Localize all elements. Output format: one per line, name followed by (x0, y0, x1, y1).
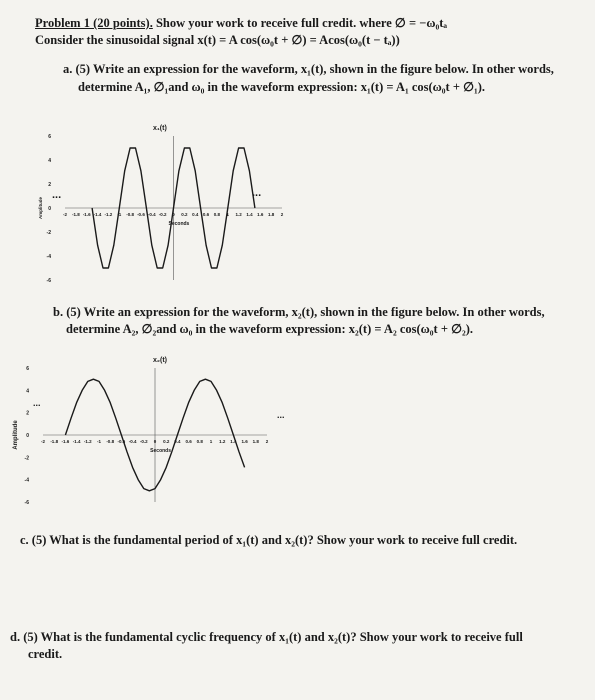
x-tick-label: 0.2 (181, 212, 188, 217)
x-tick-label: -1.2 (83, 439, 92, 444)
x-tick-label: 0.6 (185, 439, 192, 444)
x-tick-label: 1.2 (235, 212, 242, 217)
part-c-question: c. (5) What is the fundamental period of x₁(t) and x₂(t)? Show your work to receive full credit. (20, 533, 518, 547)
y-tick-label: -2 (46, 230, 51, 236)
x-tick-label: -1.8 (50, 439, 59, 444)
problem-header (35, 15, 447, 31)
x-tick-label: -0.2 (139, 439, 148, 444)
y-tick-label: -4 (24, 477, 29, 484)
x-tick-label: 1.4 (246, 212, 253, 217)
y-tick-label: 6 (48, 134, 51, 140)
x-tick-label: -0.4 (128, 439, 137, 444)
x-tick-label: -2 (62, 212, 68, 217)
y-tick-label: -6 (24, 500, 29, 506)
x-tick-label: -0.6 (137, 212, 145, 217)
x-tick-label: -0.4 (147, 212, 156, 217)
problem-instruction: Show your work to receive full credit. (152, 16, 357, 30)
y-axis-label: Amplitude (13, 420, 19, 450)
x-tick-label: 1.4 (230, 439, 237, 444)
x-tick-label: 0.4 (192, 212, 199, 217)
part-b-line1: b. (5) Write an expression for the waveform, x₂(t), shown in the figure below. In other words, (53, 305, 545, 319)
x-tick-label: 2 (265, 439, 269, 444)
x-tick-label: -1 (117, 212, 122, 217)
phase-definition: where ∅ = −ω₀tₐ (356, 16, 448, 30)
x-tick-label: 0.8 (213, 212, 221, 217)
x-axis-label: Seconds (168, 221, 190, 227)
y-tick-label: -4 (46, 254, 51, 260)
x-tick-label: -1.4 (93, 212, 102, 217)
x-axis-label: Seconds (150, 448, 172, 454)
right-ellipsis: ... (277, 410, 285, 420)
chart-title: x₂(t) (153, 357, 167, 364)
x-tick-label: 2 (280, 212, 284, 217)
x-tick-label: 1 (209, 439, 213, 444)
x-tick-label: -1.6 (61, 439, 70, 444)
y-tick-label: 0 (48, 206, 51, 212)
x-tick-label: 0 (153, 439, 157, 444)
right-ellipsis: ... (252, 187, 262, 199)
left-ellipsis: ... (52, 189, 62, 201)
signal-definition: Consider the sinusoidal signal x(t) = A cos(ω₀t + ∅) = Acos(ω₀(t − tₐ)) (35, 33, 400, 47)
part-a-line1: a. (5) Write an expression for the waveform, x₁(t), shown in the figure below. In other words, (63, 62, 554, 76)
x-tick-label: -0.8 (126, 212, 134, 217)
y-tick-label: -6 (46, 278, 51, 284)
y-tick-label: 2 (26, 410, 29, 417)
x-tick-label: 0.2 (163, 439, 170, 444)
y-tick-label: 4 (48, 158, 51, 164)
y-tick-label: -2 (24, 455, 29, 462)
part-d-line1: d. (5) What is the fundamental cyclic frequency of x₁(t) and x₂(t)? Show your work to receive full (10, 630, 523, 644)
y-tick-label: 6 (26, 366, 29, 372)
x-tick-label: -0.6 (117, 439, 126, 444)
x-tick-label: -1 (96, 439, 102, 444)
x-tick-label: -1.8 (71, 212, 80, 217)
x-tick-label: -0.2 (158, 212, 167, 217)
x-tick-label: -1.6 (82, 212, 91, 217)
y-axis-label: Amplitude (38, 197, 43, 219)
chart-x2 (5, 350, 325, 510)
x-tick-label: -2 (40, 439, 46, 444)
y-tick-label: 4 (26, 388, 29, 395)
x-tick-label: -1.2 (104, 212, 113, 217)
y-tick-label: 2 (48, 182, 51, 188)
left-ellipsis: ... (33, 398, 41, 408)
x-tick-label: 1.6 (241, 439, 248, 444)
problem-label: Problem 1 (20 points). (35, 16, 153, 30)
x-tick-label: 1.2 (219, 439, 226, 444)
chart-x1 (20, 118, 320, 288)
x-tick-label: 0.6 (202, 212, 210, 217)
x-tick-label: 0 (172, 212, 175, 217)
y-tick-label: 0 (26, 433, 29, 439)
part-a-line2: determine A₁, ∅₁and ω₀ in the waveform expression: x₁(t) = A₁ cos(ω₀t + ∅₁). (78, 80, 485, 94)
part-b-line2: determine A₂, ∅₂and ω₀ in the waveform expression: x₂(t) = A₂ cos(ω₀t + ∅₂). (66, 322, 473, 336)
x-tick-label: 1.8 (252, 439, 259, 444)
x-tick-label: 0.4 (174, 439, 181, 444)
x-tick-label: 1.8 (268, 212, 275, 217)
x-tick-label: -1.4 (72, 439, 81, 444)
chart-title: x₁(t) (153, 125, 167, 132)
part-d-line2: credit. (28, 647, 63, 661)
x-tick-label: -0.8 (106, 439, 115, 444)
x-tick-label: 1.6 (257, 212, 264, 217)
x-tick-label: 1 (226, 212, 230, 217)
x-tick-label: 0.8 (196, 439, 203, 444)
